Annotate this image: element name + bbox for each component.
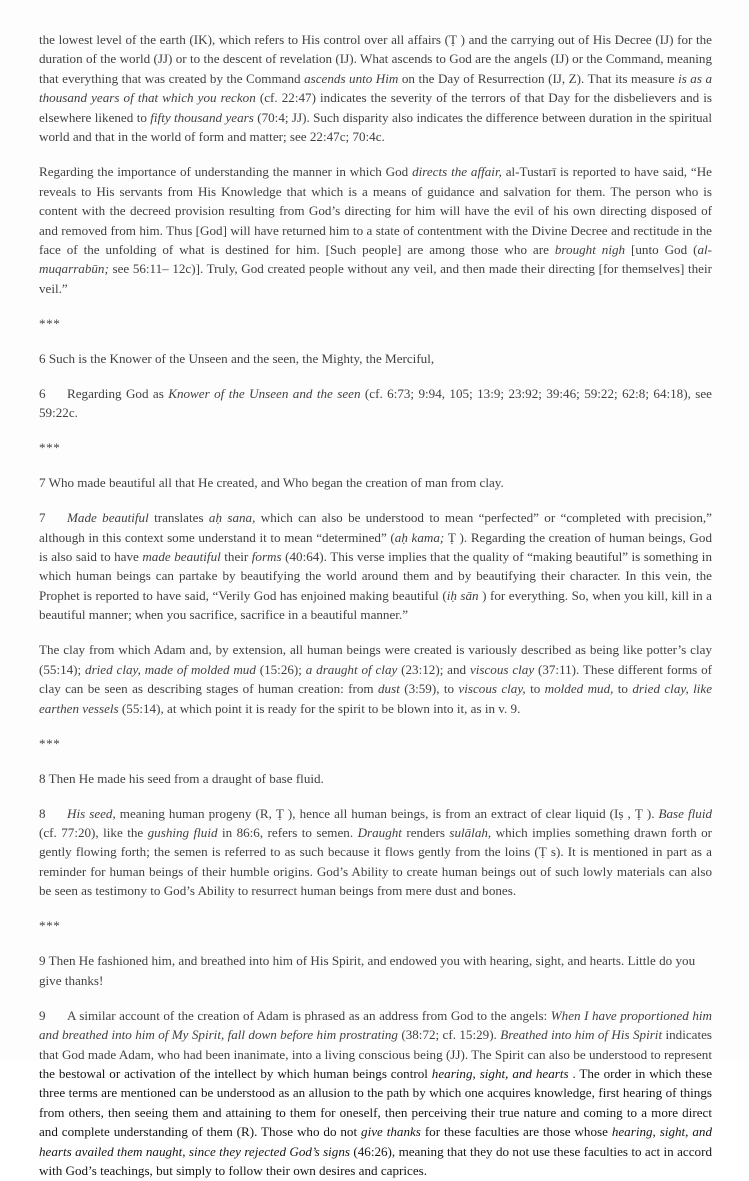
section-separator: *** xyxy=(39,918,61,934)
verse-line: 8 Then He made his seed from a draught of base fluid. xyxy=(39,770,324,786)
body-paragraph: the lowest level of the earth (IK), which refers to His control over all affairs (Ṭ ) and the carrying out of His Decree (IJ) for the duration of the world (JJ) or to the descent of revelation (IJ). What ascends to God are the angels (IJ) or the Command, meaning that everything that was created by the Command ascends unto Him on the Day of Resurrection (IJ, Z). That its measure is as a thousand years of that which you reckon (cf. 22:47) indicates the severity of the terrors of that Day for the disbelievers and is elsewhere likened to fifty thousand years (70:4; JJ). Such disparity also indicates the difference between duration in the spiritual world and that in the world of form and matter; see 22:47c; 70:4c. xyxy=(39,32,713,145)
verse-line: 7 Who made beautiful all that He created, and Who began the creation of man from clay. xyxy=(39,475,504,491)
commentary-text: Regarding God as Knower of the Unseen and the seen (cf. 6:73; 9:94, 105; 13:9; 23:92; 39:46; 59:22; 62:8; 64:18), see 59:22c. xyxy=(39,385,712,421)
commentary-paragraph xyxy=(39,804,712,901)
commentary-text: Made beautiful translates aḥ sana, which can also be understood to mean “perfected” or “completed with precision,” although in this context some understand it to mean “determined” (aḥ kama; Ṭ ). Regarding the creation of human beings, God is also said to have made beautiful their forms (40:64). This verse implies that the quality of “making beautiful” is something in which human beings can partake by beautifying the world around them and by beautifying their character. In this vein, the Prophet is reported to have said, “Verily God has enjoined making beautiful (iḥ sān ) for everything. So, when you kill, kill in a beautiful manner; when you sacrifice, sacrifice in a beautiful manner.” xyxy=(39,510,712,623)
verse-line: 6 Such is the Knower of the Unseen and the seen, the Mighty, the Merciful, xyxy=(39,350,435,366)
section-separator: *** xyxy=(39,440,61,456)
section-separator: *** xyxy=(39,315,61,331)
body-paragraph: Regarding the importance of understanding the manner in which God directs the affair, al-Tustarī is reported to have said, “He reveals to His servants from His Knowledge that which is a means of guidance and salvation for them. The person who is content with the decreed provision resulting from God’s directing for him will have the evil of his own directing disposed of and removed from him. Thus [God] will have returned him to a state of contentment with the Divine Decree and rectitude in the face of the unfolding of what is destined for him. [Such people] are among those who are brought nigh [unto God (al-muqarrabūn; see 56:11– 12c)]. Truly, God created people without any veil, and then made their directing [for themselves] their veil.” xyxy=(39,164,712,296)
commentary-text: His seed, meaning human progeny (R, Ṭ ), hence all human beings, is from an extract of clear liquid (Iṣ , Ṭ ). Base fluid (cf. 77:20), like the gushing fluid in 86:6, refers to semen. Draught renders sulālah, which implies something drawn forth or gently flowing forth; the semen is referred to as such because it flows gently from the loins (Ṭ s). It is mentioned in part as a reminder for human beings of their humble origins. God’s Ability to create human beings out of such lowly materials can also be seen as testimony to God’s Ability to resurrect human beings from mere dust and bones. xyxy=(39,805,713,899)
commentary-verse-number: 6 xyxy=(39,385,46,401)
verse-line: 9 Then He fashioned him, and breathed into him of His Spirit, and endowed you with hearing, sight, and hearts. Little do you give thanks! xyxy=(39,953,696,988)
section-separator: *** xyxy=(39,735,61,751)
commentary-text: A similar account of the creation of Adam is phrased as an address from God to the angels: When I have proportioned him and breathed into him of My Spirit, fall down before him prostrating (38:72; cf. 15:29). Breathed into him of His Spirit indicates that God made Adam, who had been inanimate, into a living conscious being (JJ). The Spirit can also be understood to represent the bestowal or activation of the intellect by which human beings control hearing, sight, and hearts . The order in which these three terms are mentioned can be understood as an allusion to the path by which one acquires knowledge, first hearing of things from others, then seeing them and attaining to them for oneself, then perceiving their true nature and coming to a more direct and complete understanding of them (R). Those who do not give thanks for these faculties are those whose hearing, sight, and hearts availed them naught, since they rejected God’s signs (46:26), meaning that they do not use these faculties to act in accord with God’s teachings, but simply to follow their own desires and caprices. xyxy=(39,1007,713,1179)
commentary-verse-number: 7 xyxy=(39,510,46,526)
body-paragraph: The clay from which Adam and, by extension, all human beings were created is variously described as being like potter’s clay (55:14); dried clay, made of molded mud (15:26); a draught of clay (23:12); and viscous clay (37:11). These different forms of clay can be seen as describing stages of human creation: from dust (3:59), to viscous clay, to molded mud, to dried clay, like earthen vessels (55:14), at which point it is ready for the spirit to be blown into it, as in v. 9. xyxy=(39,642,713,716)
commentary-paragraph xyxy=(39,508,712,625)
commentary-verse-number: 8 xyxy=(39,805,46,821)
page-content xyxy=(39,30,712,1181)
commentary-paragraph xyxy=(39,1006,712,1181)
commentary-verse-number: 9 xyxy=(39,1007,46,1023)
commentary-paragraph xyxy=(39,384,712,423)
